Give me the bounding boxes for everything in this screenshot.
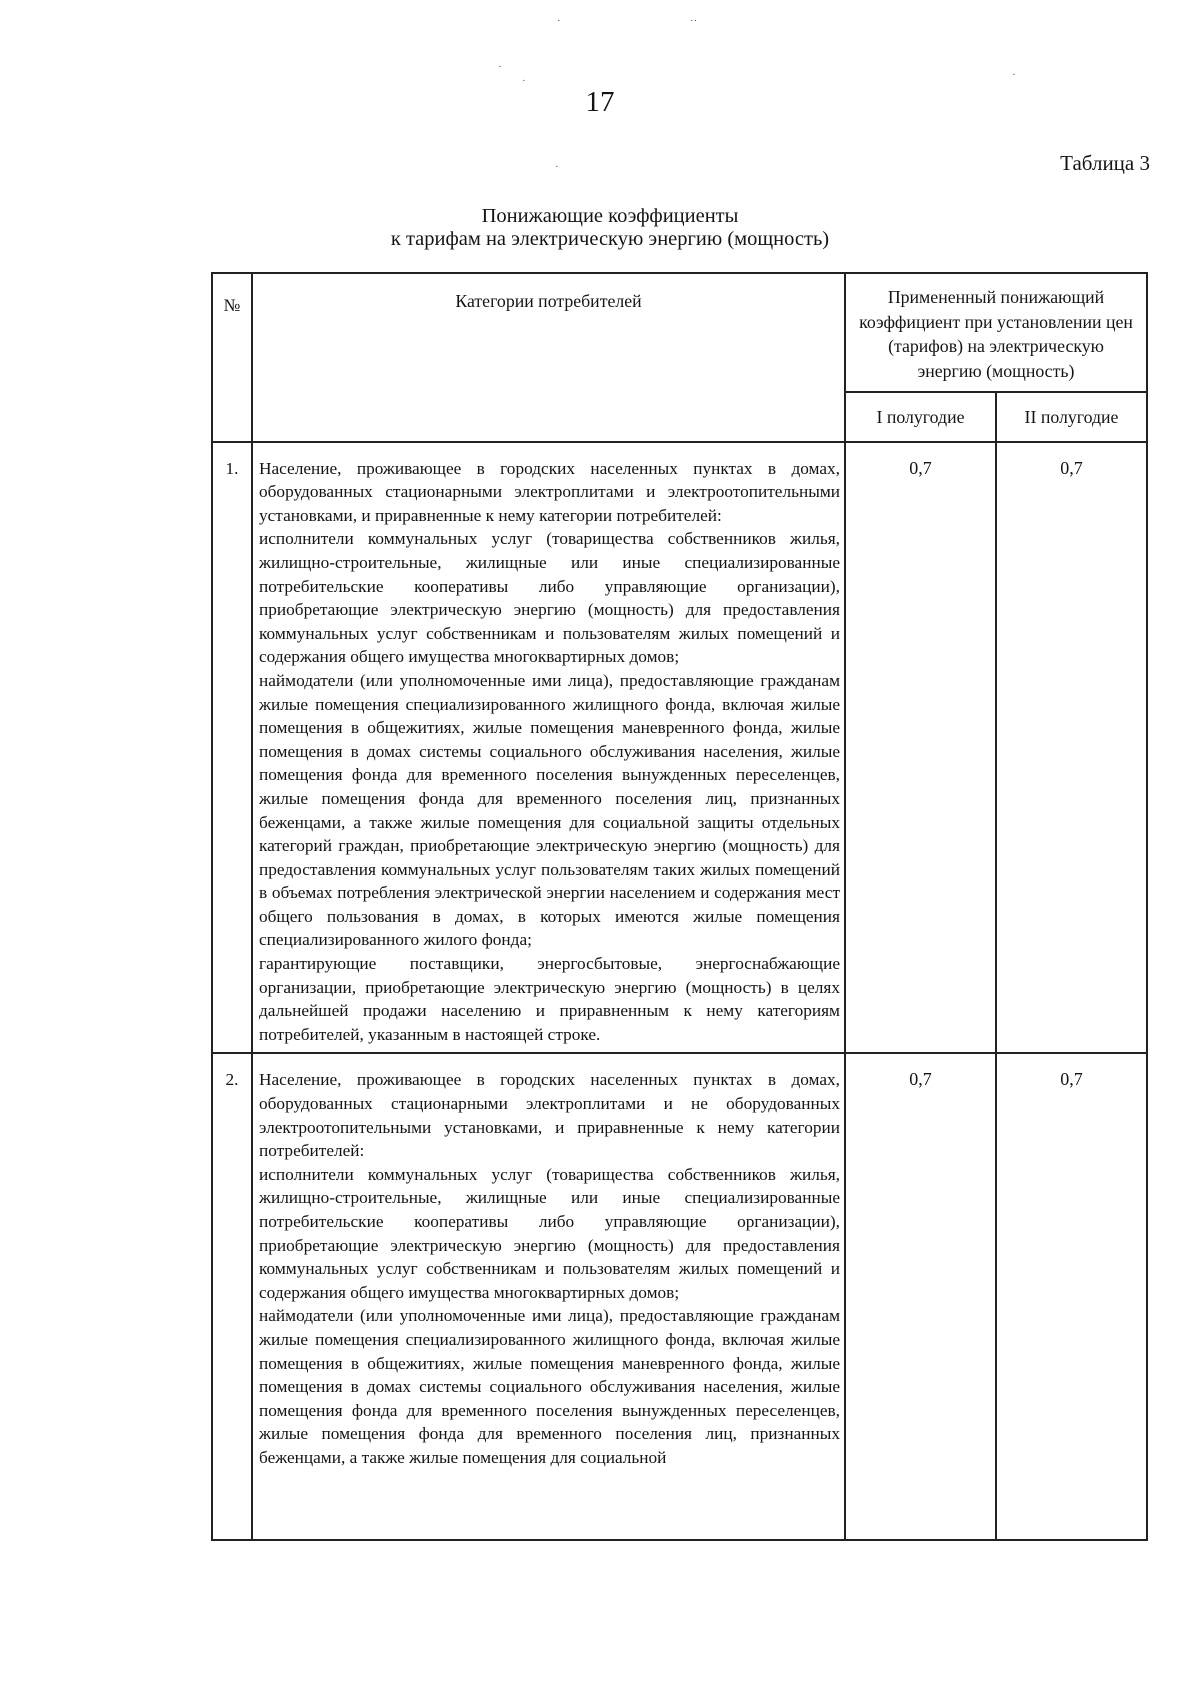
row-description	[252, 1053, 845, 1540]
table-title-line-1: Понижающие коэффициенты	[481, 205, 739, 227]
header-coefficient: Примененный понижающий коэффициент при установлении цен (тарифов) на электрическую энергию (мощность)	[845, 273, 1147, 392]
row-value-half-2: 0,7	[996, 1053, 1147, 1540]
table-row	[212, 1053, 1147, 1540]
row-value-half-2: 0,7	[996, 442, 1147, 1054]
page-number: 17	[585, 86, 615, 118]
table-header-row	[212, 273, 1147, 392]
header-half-2: II полугодие	[996, 392, 1147, 442]
header-half-1: I полугодие	[845, 392, 996, 442]
header-category: Категории потребителей	[252, 273, 845, 442]
row-number: 1.	[212, 442, 252, 1054]
table-label: Таблица 3	[1060, 151, 1150, 175]
row-description	[252, 442, 845, 1054]
row-value-half-1: 0,7	[845, 1053, 996, 1540]
row-paragraph: исполнители коммунальных услуг (товарищества собственников жилья, жилищно-строительные, жилищные или иные специализированные потребительские кооперативы либо управляющие организации), приобретающие электрическую энергию (мощность) для предоставления коммунальных услуг собственникам и пользователям жилых помещений и содержания общего имущества многоквартирных домов;	[259, 1164, 840, 1302]
row-value-half-1: 0,7	[845, 442, 996, 1054]
scan-speck: ·	[557, 15, 561, 27]
table-row	[212, 442, 1147, 1054]
scan-speck: ··	[690, 15, 698, 27]
row-paragraph: гарантирующие поставщики, энергосбытовые, энергоснабжающие организации, приобретающие электрическую энергию (мощность) в целях дальнейшей продажи населению и приравненным к нему категориям потребителей, указанным в настоящей строке.	[259, 954, 840, 1044]
scan-speck: ·	[522, 75, 526, 87]
scan-speck: ·	[498, 61, 502, 73]
row-paragraph: исполнители коммунальных услуг (товарищества собственников жилья, жилищно-строительные, жилищные или иные специализированные потребительские кооперативы либо управляющие организации), приобретающие электрическую энергию (мощность) для предоставления коммунальных услуг собственникам и пользователям жилых помещений и содержания общего имущества многоквартирных домов;	[259, 529, 840, 667]
coefficients-table	[211, 272, 1148, 1541]
row-paragraph: наймодатели (или уполномоченные ими лица), предоставляющие гражданам жилые помещения специализированного жилищного фонда, включая жилые помещения в общежитиях, жилые помещения маневренного фонда, жилые помещения в домах системы социального обслуживания населения, жилые помещения фонда для временного поселения вынужденных переселенцев, жилые помещения фонда для временного поселения лиц, признанных беженцами, а также жилые помещения для социальной	[259, 1306, 840, 1467]
row-paragraph: Население, проживающее в городских населенных пунктах в домах, оборудованных стационарными электроплитами и электроотопительными установками, и приравненные к нему категории потребителей:	[259, 458, 840, 525]
table-title	[320, 205, 900, 251]
scan-speck: ·	[555, 161, 559, 173]
table-title-line-2: к тарифам на электрическую энергию (мощность)	[390, 228, 830, 250]
row-paragraph: наймодатели (или уполномоченные ими лица), предоставляющие гражданам жилые помещения специализированного жилищного фонда, включая жилые помещения в общежитиях, жилые помещения маневренного фонда, жилые помещения в домах системы социального обслуживания населения, жилые помещения фонда для временного поселения вынужденных переселенцев, жилые помещения фонда для временного поселения лиц, признанных беженцами, а также жилые помещения для социальной защиты отдельных категорий граждан, приобретающие электрическую энергию (мощность) для предоставления коммунальных услуг пользователям таких жилых помещений в объемах потребления электрической энергии населением и содержания мест общего пользования в домах, в которых имеются жилые помещения специализированного жилого фонда;	[259, 670, 840, 950]
header-number: №	[212, 273, 252, 442]
row-number: 2.	[212, 1053, 252, 1540]
row-paragraph: Население, проживающее в городских населенных пунктах в домах, оборудованных стационарными электроплитами и не оборудованных электроотопительными установками, и приравненные к нему категории потребителей:	[259, 1070, 840, 1161]
scan-speck: ·	[1012, 69, 1016, 81]
